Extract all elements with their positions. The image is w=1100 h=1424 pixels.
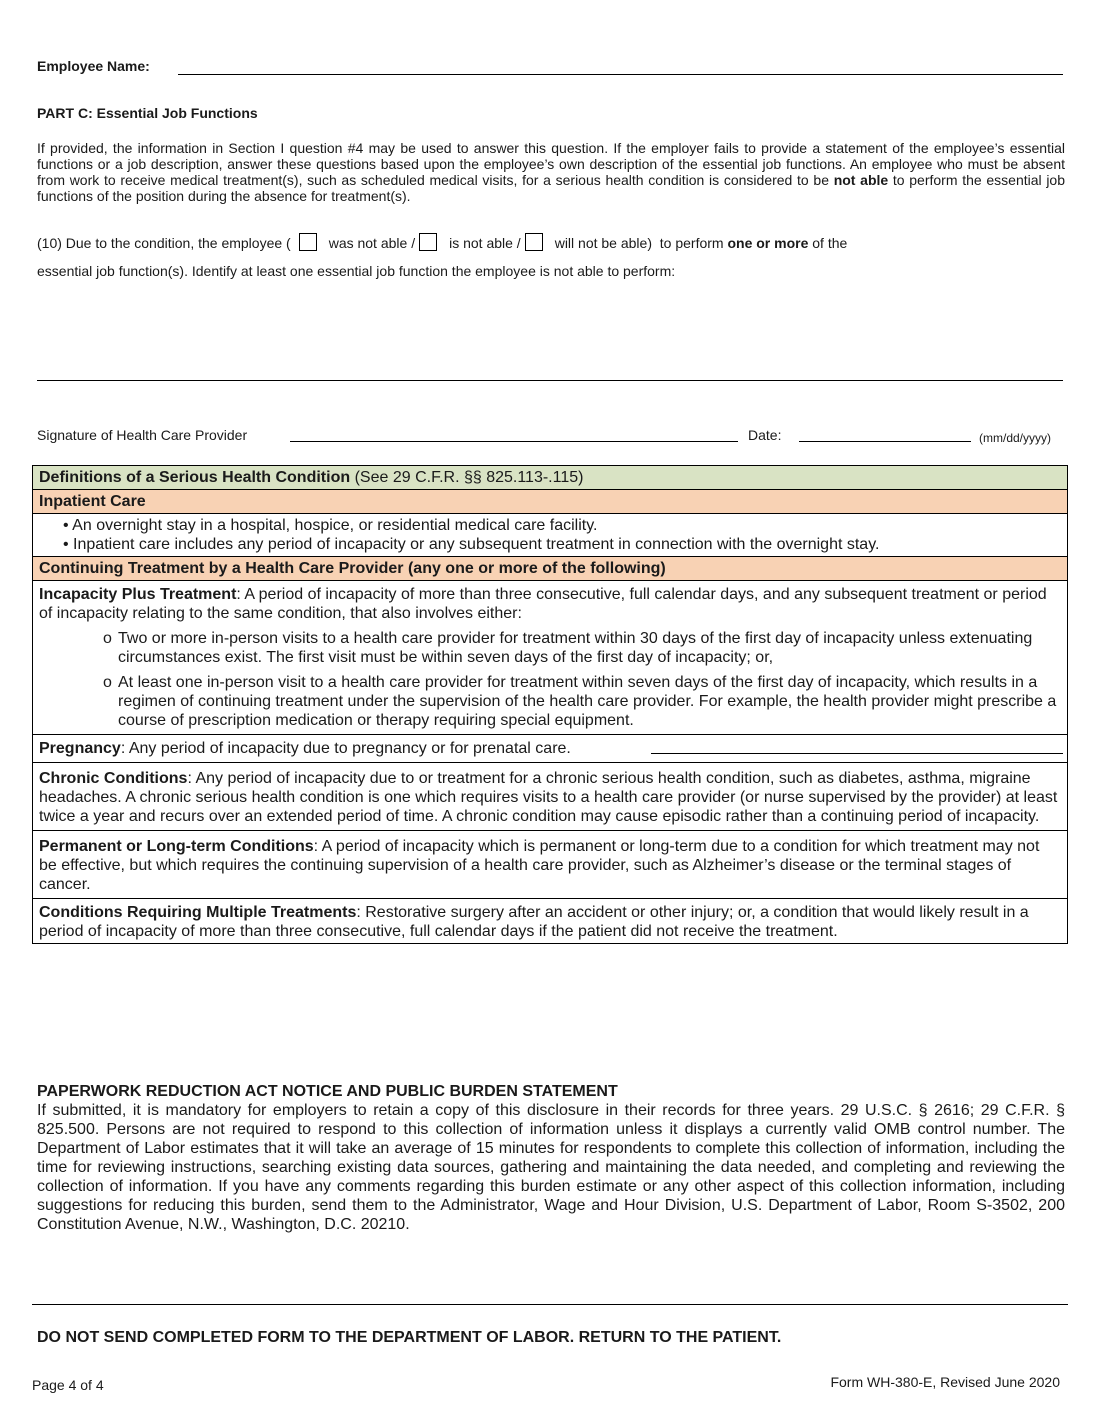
part-c-intro: If provided, the information in Section I question #4 may be used to answer this question. If the employer fails to provide a statement of the employee’s essential functions or a job description, answer these questions based upon the employee’s own description of the essential job functions. An employee who must be absent from work to receive medical treatment(s), such as scheduled medical visits, for a serious health condition is considered to be not able to perform the essential job functions of the position during the absence for treatment(s). bbox=[37, 140, 1066, 204]
chronic-conditions-row: Chronic Conditions: Any period of incapacity due to or treatment for a chronic serious health condition, such as diabetes, asthma, migraine headaches. A chronic serious health condition is one which requires visits to a health care provider (or nurse supervised by the provider) at least twice a year and recurs over an extended period of time. A chronic condition may cause episodic rather than a continuing period of incapacity. bbox=[33, 763, 1068, 831]
list-item: • Inpatient care includes any period of incapacity or any subsequent treatment in connection with the overnight stay. bbox=[63, 536, 880, 553]
question-10-line2: essential job function(s). Identify at least one essential job function the employee is not able to perform: bbox=[37, 263, 676, 279]
list-item: o Two or more in-person visits to a health care provider for treatment within 30 days of the first day of incapacity unless extenuating circumstances exist. The first visit must be within seven days of the first day of incapacity; or, bbox=[103, 630, 1033, 666]
job-function-answer-field[interactable] bbox=[37, 380, 1063, 381]
question-10: (10) Due to the condition, the employee ( was not able / is not able / will not be able) to perform one or more of the bbox=[37, 235, 848, 251]
page-number: Page 4 of 4 bbox=[32, 1377, 104, 1393]
was-not-able-checkbox[interactable] bbox=[299, 233, 317, 251]
pra-section bbox=[37, 1082, 1065, 1234]
definitions-table bbox=[32, 465, 1068, 944]
form-number: Form WH-380-E, Revised June 2020 bbox=[830, 1374, 1060, 1390]
date-field[interactable] bbox=[799, 441, 971, 442]
signature-field[interactable] bbox=[290, 441, 738, 442]
list-item: • An overnight stay in a hospital, hospice, or residential medical care facility. bbox=[63, 517, 598, 534]
incapacity-plus-treatment: Incapacity Plus Treatment: A period of incapacity of more than three consecutive, full calendar days, and any subsequent treatment or period of incapacity relating to the same condition, that also involves either: o Two or more in-person visits to a health care provider for treatment within 30 days of the first day of incapacity unless extenuating circumstances exist. The first visit must be within seven days of the first day of incapacity; or, o At least one in-person visit to a health care provider for treatment within seven days of the first day of incapacity, which results in a regimen of continuing treatment under the supervision of the health care provider. For example, the health provider might prescribe a course of prescription medication or therapy requiring special equipment. bbox=[33, 581, 1068, 735]
employee-name-label: Employee Name: bbox=[37, 58, 150, 74]
definitions-header: Definitions of a Serious Health Condition (See 29 C.F.R. §§ 825.113-.115) bbox=[33, 466, 1068, 490]
signature-label: Signature of Health Care Provider bbox=[37, 427, 248, 443]
employee-name-field[interactable] bbox=[178, 74, 1063, 75]
pregnancy-row: Pregnancy: Any period of incapacity due to pregnancy or for prenatal care. bbox=[33, 735, 1068, 763]
divider bbox=[32, 1304, 1068, 1305]
is-not-able-checkbox[interactable] bbox=[419, 233, 437, 251]
multiple-treatments-row: Conditions Requiring Multiple Treatments: Restorative surgery after an accident or other injury; or, a condition that would likely result in a period of incapacity of more than three consecutive, full calendar days if the patient did not receive the treatment. bbox=[33, 899, 1068, 944]
date-label: Date: bbox=[748, 427, 782, 443]
permanent-conditions-row: Permanent or Long-term Conditions: A period of incapacity which is permanent or long-term due to a condition for which treatment may not be effective, but which requires the continuing supervision of a health care provider, such as Alzheimer’s disease or the terminal stages of cancer. bbox=[33, 831, 1068, 899]
pra-title: PAPERWORK REDUCTION ACT NOTICE AND PUBLIC BURDEN STATEMENT bbox=[37, 1083, 618, 1100]
pregnancy-line bbox=[651, 753, 1063, 754]
part-c-heading: PART C: Essential Job Functions bbox=[37, 105, 258, 121]
inpatient-care-body bbox=[33, 514, 1068, 557]
list-item: o At least one in-person visit to a health care provider for treatment within seven days of the first day of incapacity, which results in a regimen of continuing treatment under the supervision of the health care provider. For example, the health provider might prescribe a course of prescription medication or therapy requiring special equipment. bbox=[103, 674, 1057, 729]
date-format-hint: (mm/dd/yyyy) bbox=[979, 431, 1051, 445]
pra-text: If submitted, it is mandatory for employers to retain a copy of this disclosure in their records for three years. 29 U.S.C. § 2616; 29 C.F.R. § 825.500. Persons are not required to respond to this collection of information unless it displays a currently valid OMB control number. The Department of Labor estimates that it will take an average of 15 minutes for respondents to complete this collection of information, including the time for reviewing instructions, searching existing data sources, gathering and maintaining the data needed, and completing and reviewing the collection of information. If you have any comments regarding this burden estimate or any other aspect of this collection information, including suggestions for reducing this burden, send them to the Administrator, Wage and Hour Division, U.S. Department of Labor, Room S-3502, 200 Constitution Avenue, N.W., Washington, D.C. 20210. bbox=[37, 1102, 1065, 1233]
will-not-be-able-checkbox[interactable] bbox=[525, 233, 543, 251]
return-notice: DO NOT SEND COMPLETED FORM TO THE DEPARTMENT OF LABOR. RETURN TO THE PATIENT. bbox=[37, 1329, 782, 1346]
inpatient-care-header: Inpatient Care bbox=[33, 490, 1068, 514]
continuing-treatment-header: Continuing Treatment by a Health Care Provider (any one or more of the following) bbox=[33, 557, 1068, 581]
